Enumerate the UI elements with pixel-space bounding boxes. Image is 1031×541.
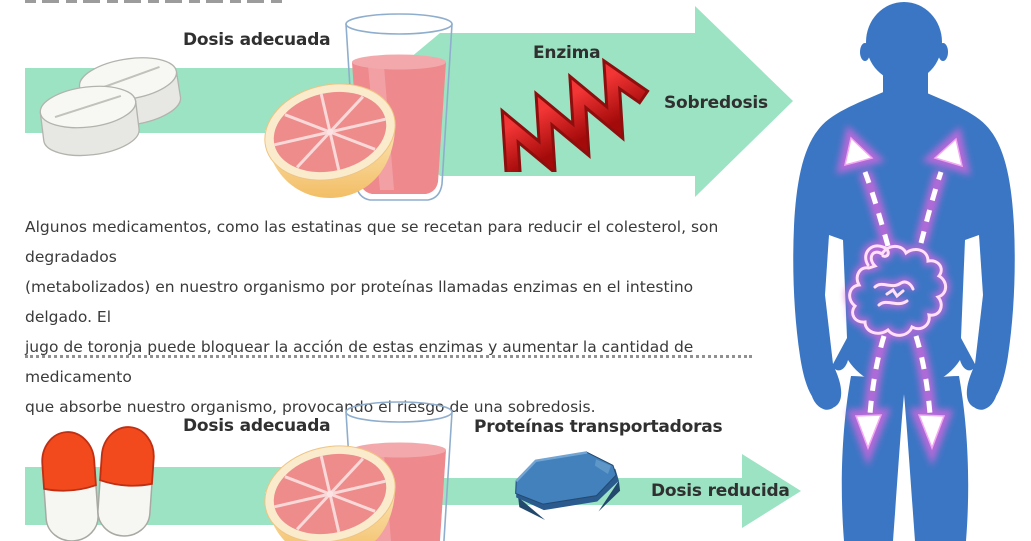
description-line: jugo de toronja puede bloquear la acción de estas enzimas y aumentar la cantidad de medicamento <box>25 338 694 386</box>
enzyme-coil-icon <box>480 52 660 172</box>
dotted-divider <box>25 355 752 358</box>
description-paragraph <box>25 212 762 422</box>
human-silhouette <box>775 0 1031 541</box>
grapefruit-half-icon <box>260 80 400 200</box>
enzyme-label: Enzima <box>533 43 601 63</box>
reduced-dose-label: Dosis reducida <box>651 481 790 501</box>
grapefruit-half-icon <box>260 442 400 541</box>
bottom-dose-label: Dosis adecuada <box>183 416 331 436</box>
description-line: Algunos medicamentos, como las estatinas que se recetan para reducir el colesterol, son degradados <box>25 218 719 266</box>
top-dose-label: Dosis adecuada <box>183 30 331 50</box>
white-tablets-icon <box>30 48 240 163</box>
transporter-pill-icon <box>503 447 633 527</box>
transporter-proteins-label: Proteínas transportadoras <box>474 417 723 437</box>
red-white-capsules-icon <box>36 424 166 541</box>
description-line: (metabolizados) en nuestro organismo por proteínas llamadas enzimas en el intestino delgado. El <box>25 278 694 326</box>
description-line: que absorbe nuestro organismo, provocando el riesgo de una sobredosis. <box>25 398 596 416</box>
overdose-label: Sobredosis <box>664 93 768 113</box>
